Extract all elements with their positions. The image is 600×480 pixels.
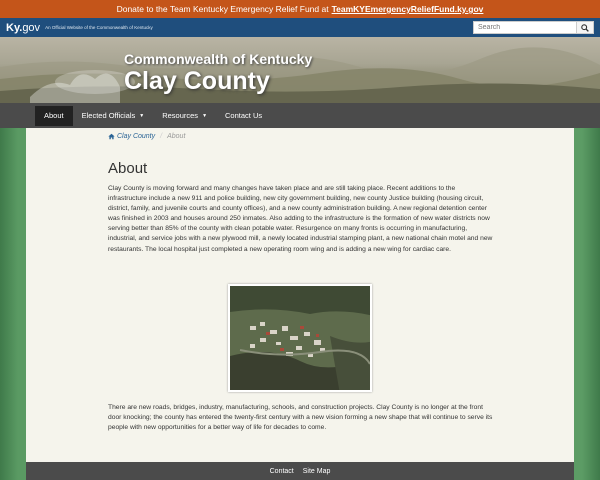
breadcrumb-separator: / — [160, 133, 163, 140]
search-button[interactable] — [576, 21, 594, 34]
nav-contact-us[interactable] — [216, 106, 271, 126]
nav-elected-officials-label: Elected Officials — [81, 111, 136, 120]
breadcrumb-home-link[interactable] — [108, 133, 155, 140]
main-content — [26, 128, 574, 462]
magnifier-icon — [581, 24, 589, 32]
footer-contact-link[interactable]: Contact — [269, 467, 294, 475]
nav-about[interactable] — [35, 106, 73, 126]
nav-resources[interactable] — [153, 106, 216, 126]
home-icon — [108, 133, 115, 140]
banner-subtitle: Commonwealth of Kentucky — [124, 51, 313, 67]
kygov-tagline: An Official Website of the Commonwealth of Kentucky — [45, 25, 153, 30]
footer — [26, 462, 574, 480]
mountain-landscape — [0, 37, 600, 103]
nav-contact-us-label: Contact Us — [225, 111, 263, 120]
relief-fund-link[interactable]: TeamKYEmergencyReliefFund.ky.gov — [331, 4, 484, 14]
main-navbar — [0, 103, 600, 128]
kygov-header — [0, 18, 600, 37]
kygov-logo[interactable] — [6, 22, 40, 34]
breadcrumb-current: About — [167, 133, 186, 140]
about-paragraph-2: There are new roads, bridges, industry, manufacturing, schools, and construction projects. Clay County is no longer at the front door knocking; the county has entered the twenty-first century with a new vision forming a new shape that will continue to serve its people with new opportunities for a better way of life for decades to come. — [108, 404, 493, 432]
county-banner — [0, 37, 600, 103]
town-aerial-photo — [228, 284, 372, 392]
nav-elected-officials[interactable] — [73, 106, 154, 126]
kygov-logo-gov: gov — [22, 21, 41, 34]
search-form — [473, 21, 594, 34]
caret-down-icon: ▼ — [139, 112, 145, 119]
page-title: About — [108, 160, 148, 177]
emergency-alert-bar — [0, 0, 600, 18]
footer-sitemap-link[interactable]: Site Map — [302, 467, 331, 475]
alert-text: Donate to the Team Kentucky Emergency Relief Fund at — [116, 4, 329, 14]
kygov-logo-ky: Ky. — [6, 21, 23, 34]
breadcrumb-home-label: Clay County — [117, 133, 156, 140]
nav-about-label: About — [44, 111, 64, 120]
search-input[interactable] — [473, 21, 576, 34]
nav-resources-label: Resources — [162, 111, 199, 120]
breadcrumb — [108, 133, 185, 140]
about-paragraph-1: Clay County is moving forward and many changes have taken place and are still taking place. Recent additions to the infrastructure include a new 911 and police building, new city government building, new county Justice building (housing circuit, district, family, and juvenile courts and county offices), and a new county administration building. A new regional detention center was finished in 2003 and houses around 250 inmates. Also adding to the infrastructure is the formation of new water districts now serving better than 85% of the county with clean potable water. Resurgence on many fronts is occurring in manufacturing, industrial, and service jobs with a new plywood mill, a newly located industrial stamping plant, a new national chain motel and new restaurants. The local hospital just completed a new operating room wing and is adding a new wing for cardiac care. — [108, 185, 493, 253]
caret-down-icon: ▼ — [202, 112, 208, 119]
banner-title: Clay County — [124, 67, 270, 95]
